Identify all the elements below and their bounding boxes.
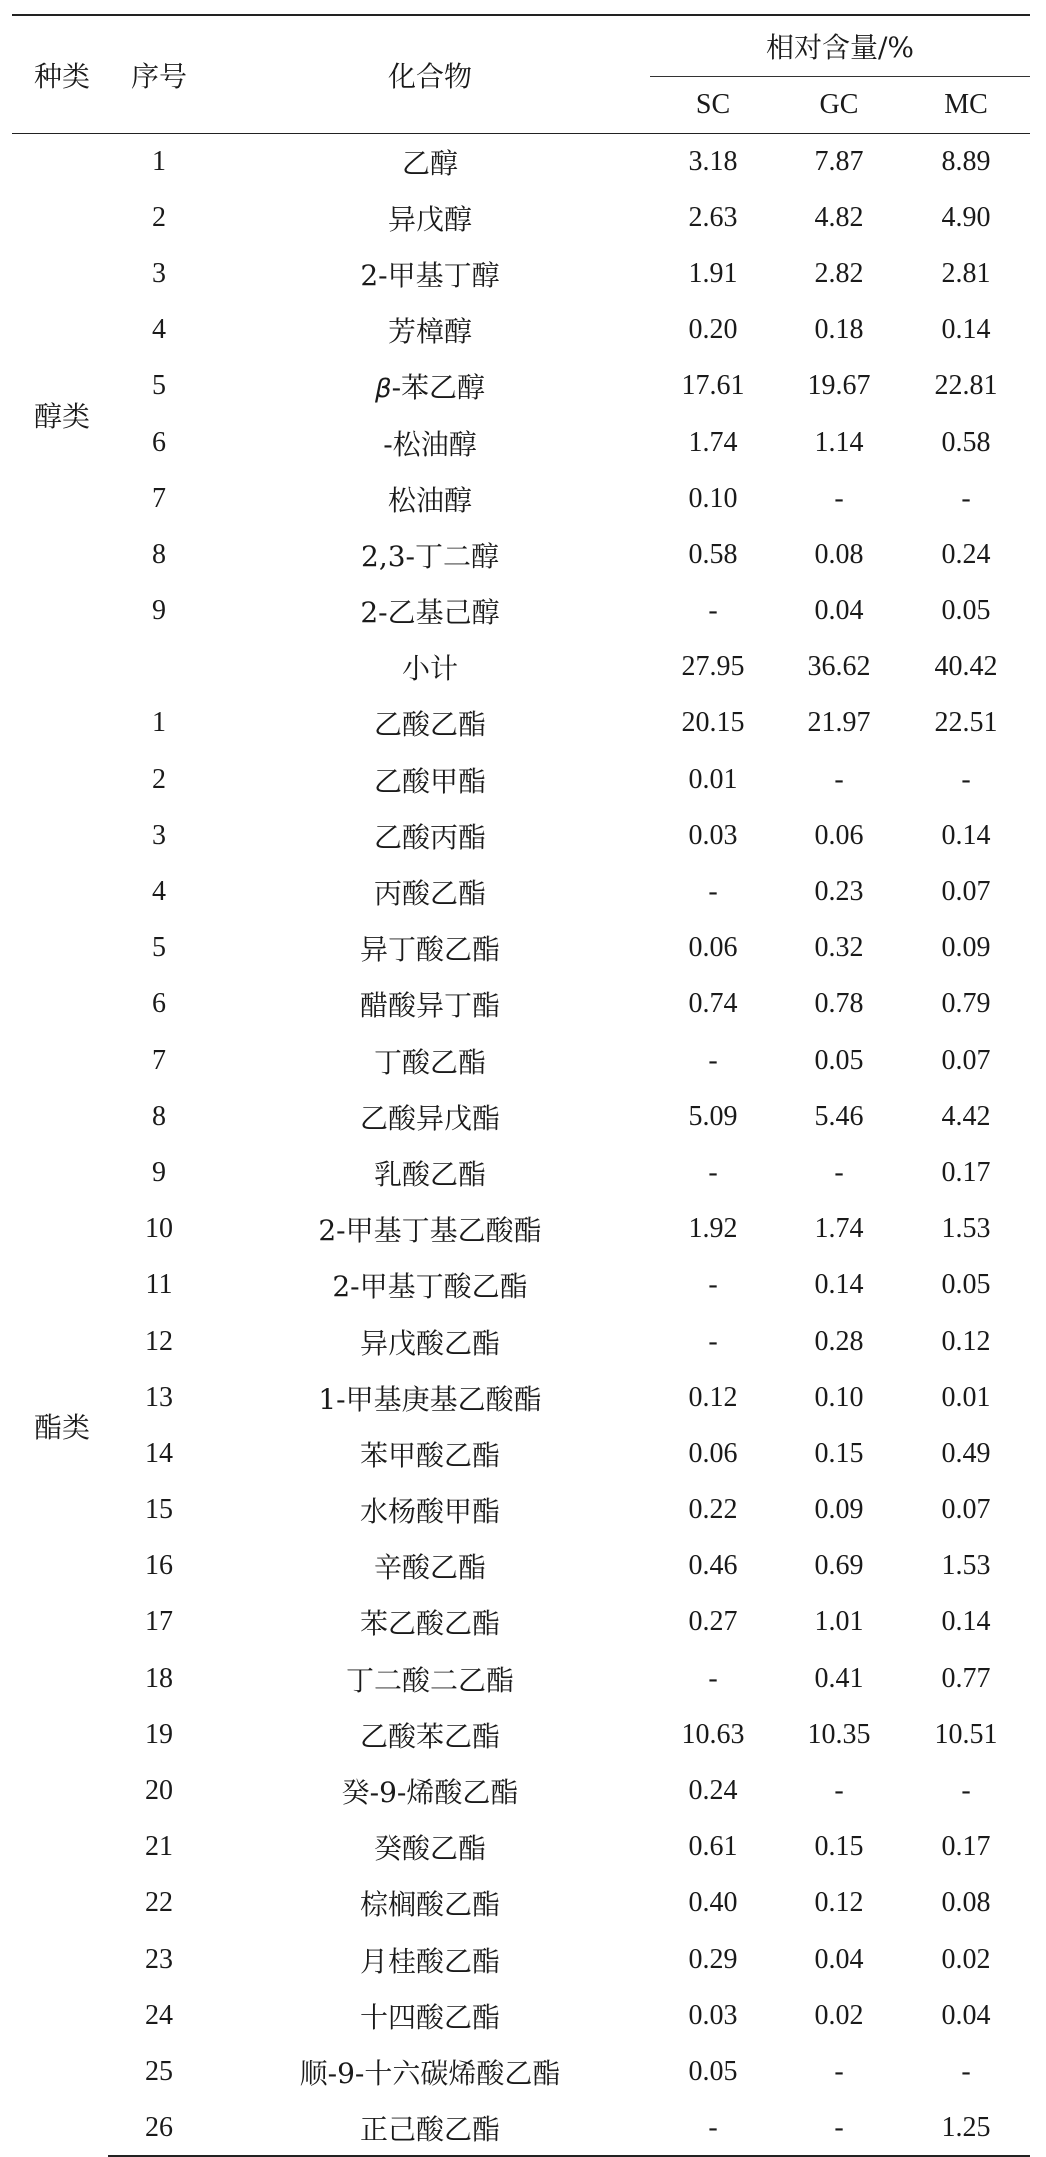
- row-index: 10: [145, 1213, 173, 1245]
- header-mc: MC: [902, 77, 1030, 134]
- row-index: 13: [145, 1381, 173, 1413]
- row-index: 11: [145, 1269, 173, 1301]
- row-index: 3: [152, 819, 166, 851]
- mc-value: 8.89: [941, 145, 991, 177]
- header-relative-content: 相对含量/%: [650, 15, 1030, 77]
- table-row: [12, 471, 1030, 527]
- compound-name: 2-甲基丁酸乙酯: [332, 1270, 528, 1304]
- sc-value: 3.18: [688, 145, 738, 177]
- gc-value: 0.28: [814, 1325, 864, 1357]
- gc-value: 19.67: [807, 370, 871, 402]
- compound-name: 苯乙酸乙酯: [359, 1607, 500, 1641]
- gc-value: -: [776, 2100, 902, 2156]
- table-row: [12, 920, 1030, 976]
- mc-value: 0.79: [941, 988, 991, 1020]
- mc-value: 0.77: [941, 1662, 991, 1694]
- row-index: 23: [145, 1943, 173, 1975]
- row-index: 25: [145, 2055, 173, 2087]
- table-row: [12, 190, 1030, 246]
- table-row: [12, 1370, 1030, 1426]
- mc-value: 10.51: [934, 1718, 998, 1750]
- compound-name: 辛酸乙酯: [373, 1551, 486, 1585]
- gc-value: -: [834, 2055, 844, 2087]
- table-row: [12, 1201, 1030, 1257]
- compound-name: 乙醇: [401, 146, 458, 180]
- row-index: 26: [108, 2100, 210, 2156]
- row-index: 4: [152, 314, 166, 346]
- mc-value: 0.05: [941, 595, 991, 627]
- sc-value: 0.03: [688, 1999, 738, 2031]
- table-row: [12, 1033, 1030, 1089]
- gc-value: 0.10: [814, 1381, 864, 1413]
- row-index: 7: [152, 1044, 166, 1076]
- table-row: [12, 246, 1030, 302]
- compound-name: 癸酸乙酯: [373, 1832, 486, 1866]
- sc-value: 0.58: [688, 538, 738, 570]
- gc-value: 0.09: [814, 1494, 864, 1526]
- sc-value: 0.12: [688, 1381, 738, 1413]
- row-index: 17: [145, 1606, 173, 1638]
- gc-value: 0.32: [814, 932, 864, 964]
- row-index: 18: [145, 1662, 173, 1694]
- sc-value: 0.29: [688, 1943, 738, 1975]
- compound-name: 棕榈酸乙酯: [359, 1888, 500, 1922]
- sc-value: 0.61: [688, 1831, 738, 1863]
- table-row: [12, 2044, 1030, 2100]
- mc-value: 40.42: [934, 651, 998, 683]
- sc-value: 27.95: [681, 651, 745, 683]
- mc-value: -: [961, 482, 971, 514]
- sc-value: 0.03: [688, 819, 738, 851]
- gc-value: 0.23: [814, 876, 864, 908]
- sc-value: -: [708, 1044, 718, 1076]
- sc-value: 0.22: [688, 1494, 738, 1526]
- compound-name: 小计: [401, 652, 458, 686]
- row-index: 20: [145, 1775, 173, 1807]
- compound-name: 乙酸甲酯: [373, 764, 486, 798]
- header-category: 种类: [12, 15, 108, 134]
- header-sc: SC: [650, 77, 776, 134]
- gc-value: -: [834, 1775, 844, 1807]
- table-row: [12, 1145, 1030, 1201]
- table-row: [12, 1594, 1030, 1650]
- sc-value: 2.63: [688, 201, 738, 233]
- gc-value: 1.74: [814, 1213, 864, 1245]
- table-row: [12, 864, 1030, 920]
- mc-value: 22.81: [934, 370, 998, 402]
- row-index: 21: [145, 1831, 173, 1863]
- row-index: 9: [152, 595, 166, 627]
- compound-name: [210, 358, 650, 414]
- mc-value: 0.14: [941, 819, 991, 851]
- compound-text: -苯乙醇: [391, 371, 486, 405]
- gc-value: 0.08: [814, 538, 864, 570]
- sc-value: 0.24: [688, 1775, 738, 1807]
- gc-value: 0.04: [814, 595, 864, 627]
- sc-value: 0.27: [688, 1606, 738, 1638]
- gc-value: 0.41: [814, 1662, 864, 1694]
- mc-value: 1.53: [941, 1213, 991, 1245]
- mc-value: 0.17: [941, 1831, 991, 1863]
- mc-value: 0.07: [941, 1494, 991, 1526]
- row-index: 1: [152, 707, 166, 739]
- compound-name: 2-甲基丁基乙酸酯: [318, 1214, 542, 1248]
- sc-value: 0.40: [688, 1887, 738, 1919]
- table-row: [12, 1875, 1030, 1931]
- table-row: [12, 358, 1030, 414]
- table-row: [12, 1482, 1030, 1538]
- table-row: [12, 1988, 1030, 2044]
- compound-name: 苯甲酸乙酯: [359, 1438, 500, 1472]
- sc-value: 0.05: [688, 2055, 738, 2087]
- compound-name: 十四酸乙酯: [359, 2000, 500, 2034]
- sc-value: 17.61: [681, 370, 745, 402]
- compound-name: 2-乙基己醇: [360, 596, 500, 630]
- gc-value: 0.05: [814, 1044, 864, 1076]
- header-compound: 化合物: [210, 15, 650, 134]
- row-index: 2: [152, 763, 166, 795]
- table-row: [12, 2100, 1030, 2156]
- sc-value: 5.09: [688, 1100, 738, 1132]
- compound-name: 异戊酸乙酯: [359, 1326, 500, 1360]
- compound-name: 乙酸异戊酯: [359, 1101, 500, 1135]
- sc-value: 10.63: [681, 1718, 745, 1750]
- table-row: [12, 639, 1030, 695]
- gc-value: 2.82: [814, 257, 864, 289]
- gc-value: -: [834, 763, 844, 795]
- row-index: 1: [152, 145, 166, 177]
- compound-name: 醋酸异丁酯: [359, 989, 500, 1023]
- compound-name: 松油醇: [387, 483, 472, 517]
- sc-value: -: [708, 876, 718, 908]
- sc-value: 0.74: [688, 988, 738, 1020]
- row-index: 19: [145, 1718, 173, 1750]
- row-index: 6: [152, 426, 166, 458]
- mc-value: 22.51: [934, 707, 998, 739]
- mc-value: 0.08: [941, 1887, 991, 1919]
- row-index: 5: [152, 370, 166, 402]
- gc-value: 0.06: [814, 819, 864, 851]
- mc-value: 4.42: [941, 1100, 991, 1132]
- gc-value: 0.14: [814, 1269, 864, 1301]
- row-index: 15: [145, 1494, 173, 1526]
- compound-name: 乳酸乙酯: [373, 1157, 486, 1191]
- sc-value: 0.10: [688, 482, 738, 514]
- sc-value: -: [708, 1269, 718, 1301]
- row-index: 8: [152, 538, 166, 570]
- row-index: 16: [145, 1550, 173, 1582]
- compound-name: 正己酸乙酯: [210, 2100, 650, 2156]
- table-row: [12, 134, 1030, 190]
- compound-name: 芳樟醇: [387, 315, 472, 349]
- gc-value: 10.35: [807, 1718, 871, 1750]
- compound-name: 丁酸乙酯: [373, 1045, 486, 1079]
- table-row: [12, 1707, 1030, 1763]
- mc-value: 0.02: [941, 1943, 991, 1975]
- sc-value: -: [708, 1156, 718, 1188]
- row-index: 2: [152, 201, 166, 233]
- gc-value: 0.18: [814, 314, 864, 346]
- compound-name: 乙酸丙酯: [373, 820, 486, 854]
- sc-value: 0.06: [688, 1437, 738, 1469]
- table-row: [12, 1089, 1030, 1145]
- compound-name: 顺-9-十六碳烯酸乙酯: [299, 2056, 561, 2090]
- gc-value: 21.97: [807, 707, 871, 739]
- sc-value: -: [708, 1325, 718, 1357]
- table-row: [12, 1257, 1030, 1313]
- mc-value: 0.09: [941, 932, 991, 964]
- mc-value: -: [961, 2055, 971, 2087]
- gc-value: -: [834, 482, 844, 514]
- sc-value: 0.20: [688, 314, 738, 346]
- sc-value: 20.15: [681, 707, 745, 739]
- row-index: 6: [152, 988, 166, 1020]
- row-index: 12: [145, 1325, 173, 1357]
- table-body: [12, 134, 1030, 2157]
- compound-name: 丁二酸二乙酯: [345, 1663, 514, 1697]
- sc-value: 0.01: [688, 763, 738, 795]
- gc-value: 0.02: [814, 1999, 864, 2031]
- row-index: 24: [145, 1999, 173, 2031]
- mc-value: 0.07: [941, 876, 991, 908]
- gc-value: 1.14: [814, 426, 864, 458]
- compound-name: 癸-9-烯酸乙酯: [341, 1776, 519, 1810]
- row-index: 3: [152, 257, 166, 289]
- category-label: 醇类: [34, 399, 91, 433]
- table-row: [12, 976, 1030, 1032]
- mc-value: 1.25: [902, 2100, 1030, 2156]
- gc-value: 0.69: [814, 1550, 864, 1582]
- table-row: [12, 1932, 1030, 1988]
- sc-value: -: [708, 595, 718, 627]
- row-index: 14: [145, 1437, 173, 1469]
- table-row: [12, 1313, 1030, 1369]
- sc-value: 0.06: [688, 932, 738, 964]
- mc-value: 0.05: [941, 1269, 991, 1301]
- compound-name: 2,3-丁二醇: [361, 539, 499, 573]
- compound-name: 月桂酸乙酯: [359, 1944, 500, 1978]
- mc-value: 0.01: [941, 1381, 991, 1413]
- gc-value: 7.87: [814, 145, 864, 177]
- row-index: 8: [152, 1100, 166, 1132]
- mc-value: 0.12: [941, 1325, 991, 1357]
- gc-value: 5.46: [814, 1100, 864, 1132]
- gc-value: 0.15: [814, 1831, 864, 1863]
- compound-name: 水杨酸甲酯: [359, 1495, 500, 1529]
- compound-name: 丙酸乙酯: [373, 877, 486, 911]
- gc-value: -: [834, 1156, 844, 1188]
- table-row: [12, 752, 1030, 808]
- sc-value: 1.74: [688, 426, 738, 458]
- sc-value: -: [708, 1662, 718, 1694]
- row-index: 7: [152, 482, 166, 514]
- compound-name: -松油醇: [383, 427, 477, 461]
- sc-value: 1.91: [688, 257, 738, 289]
- gc-value: 4.82: [814, 201, 864, 233]
- table-row: [12, 302, 1030, 358]
- compound-name: 2-甲基丁醇: [360, 258, 500, 292]
- sc-value: -: [650, 2100, 776, 2156]
- compound-name: 异丁酸乙酯: [359, 933, 500, 967]
- row-index: [108, 639, 210, 695]
- mc-value: -: [961, 763, 971, 795]
- gc-value: 0.78: [814, 988, 864, 1020]
- mc-value: 0.07: [941, 1044, 991, 1076]
- mc-value: 2.81: [941, 257, 991, 289]
- compound-name: 1-甲基庚基乙酸酯: [318, 1382, 542, 1416]
- table-row: [12, 1426, 1030, 1482]
- mc-value: 0.49: [941, 1437, 991, 1469]
- table-row: [12, 527, 1030, 583]
- row-index: 4: [152, 876, 166, 908]
- mc-value: 0.04: [941, 1999, 991, 2031]
- compound-name: 乙酸乙酯: [373, 708, 486, 742]
- compound-name: 异戊醇: [387, 202, 472, 236]
- sc-value: 0.46: [688, 1550, 738, 1582]
- compound-content-table: [12, 14, 1030, 2157]
- row-index: 22: [145, 1887, 173, 1919]
- gc-value: 1.01: [814, 1606, 864, 1638]
- mc-value: 1.53: [941, 1550, 991, 1582]
- table-row: [12, 1763, 1030, 1819]
- row-index: 5: [152, 932, 166, 964]
- compound-name: 乙酸苯乙酯: [359, 1719, 500, 1753]
- mc-value: 0.24: [941, 538, 991, 570]
- table-row: [12, 1819, 1030, 1875]
- gc-value: 0.12: [814, 1887, 864, 1919]
- header-gc: GC: [776, 77, 902, 134]
- category-label: 酯类: [34, 1410, 91, 1444]
- mc-value: -: [961, 1775, 971, 1807]
- sc-value: 1.92: [688, 1213, 738, 1245]
- gc-value: 0.04: [814, 1943, 864, 1975]
- mc-value: 0.14: [941, 1606, 991, 1638]
- compound-prefix: β: [374, 374, 392, 405]
- header-index: 序号: [108, 15, 210, 134]
- table-row: [12, 414, 1030, 470]
- gc-value: 0.15: [814, 1437, 864, 1469]
- mc-value: 0.58: [941, 426, 991, 458]
- mc-value: 4.90: [941, 201, 991, 233]
- table-row: [12, 695, 1030, 751]
- table-row: [12, 583, 1030, 639]
- table-row: [12, 1538, 1030, 1594]
- mc-value: 0.17: [941, 1156, 991, 1188]
- gc-value: 36.62: [807, 651, 871, 683]
- mc-value: 0.14: [941, 314, 991, 346]
- table-row: [12, 808, 1030, 864]
- table-row: [12, 1651, 1030, 1707]
- row-index: 9: [152, 1156, 166, 1188]
